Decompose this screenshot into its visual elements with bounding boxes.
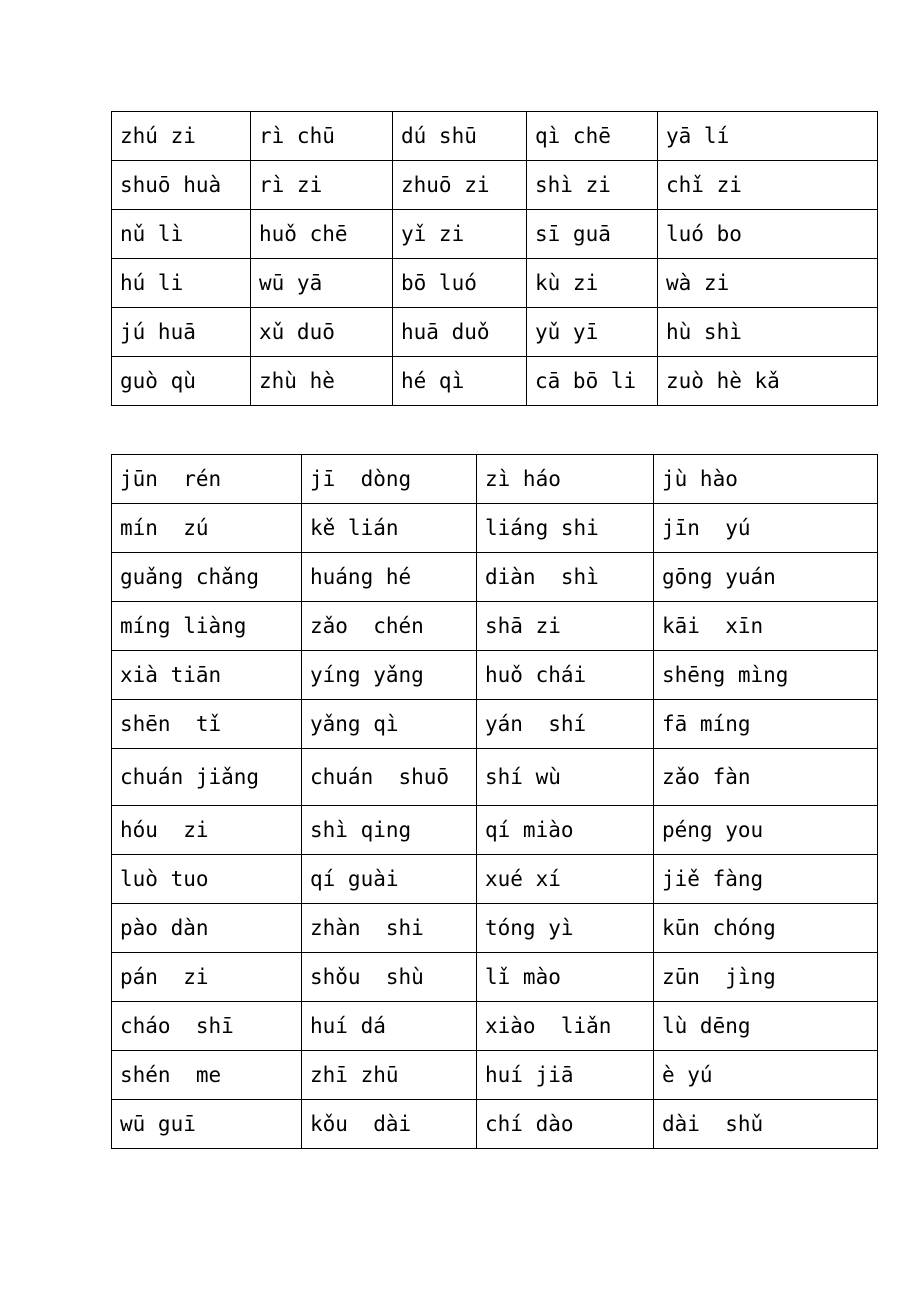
pinyin-cell: luó bo <box>658 210 878 259</box>
pinyin-cell: kù zi <box>527 259 658 308</box>
table-row <box>112 953 878 1002</box>
pinyin-cell: xià tiān <box>112 651 302 700</box>
pinyin-cell: zuò hè kǎ <box>658 357 878 406</box>
pinyin-cell: jiě fàng <box>654 855 878 904</box>
table-row <box>112 749 878 806</box>
pinyin-cell: hé qì <box>393 357 527 406</box>
pinyin-cell: chuán shuō <box>302 749 477 806</box>
pinyin-cell: míng liàng <box>112 602 302 651</box>
pinyin-cell: chí dào <box>477 1100 654 1149</box>
pinyin-cell: xǔ duō <box>251 308 393 357</box>
table-row <box>112 1100 878 1149</box>
pinyin-cell: jīn yú <box>654 504 878 553</box>
pinyin-cell: huǒ chē <box>251 210 393 259</box>
pinyin-cell: zǎo fàn <box>654 749 878 806</box>
pinyin-table-two-body <box>112 455 878 1149</box>
pinyin-cell: pán zi <box>112 953 302 1002</box>
pinyin-cell: zhuō zi <box>393 161 527 210</box>
pinyin-cell: kūn chóng <box>654 904 878 953</box>
pinyin-cell: péng you <box>654 806 878 855</box>
table-row <box>112 112 878 161</box>
table-row <box>112 700 878 749</box>
pinyin-cell: hù shì <box>658 308 878 357</box>
pinyin-cell: jī dòng <box>302 455 477 504</box>
pinyin-cell: yǐ zi <box>393 210 527 259</box>
pinyin-cell: yā lí <box>658 112 878 161</box>
pinyin-cell: shēn tǐ <box>112 700 302 749</box>
pinyin-cell: yǔ yī <box>527 308 658 357</box>
pinyin-table-two <box>111 454 878 1149</box>
pinyin-cell: guò qù <box>112 357 251 406</box>
table-row <box>112 308 878 357</box>
pinyin-cell: cháo shī <box>112 1002 302 1051</box>
table-row <box>112 1002 878 1051</box>
pinyin-cell: zhī zhū <box>302 1051 477 1100</box>
pinyin-cell: fā míng <box>654 700 878 749</box>
pinyin-cell: liáng shi <box>477 504 654 553</box>
pinyin-cell: jūn rén <box>112 455 302 504</box>
pinyin-cell: yán shí <box>477 700 654 749</box>
pinyin-cell: xiào liǎn <box>477 1002 654 1051</box>
pinyin-cell: zì háo <box>477 455 654 504</box>
pinyin-cell: jù hào <box>654 455 878 504</box>
table-row <box>112 357 878 406</box>
pinyin-cell: yíng yǎng <box>302 651 477 700</box>
pinyin-cell: cā bō li <box>527 357 658 406</box>
pinyin-cell: zhàn shi <box>302 904 477 953</box>
pinyin-cell: mín zú <box>112 504 302 553</box>
table-row <box>112 602 878 651</box>
table-row <box>112 651 878 700</box>
pinyin-cell: shì zi <box>527 161 658 210</box>
pinyin-cell: qì chē <box>527 112 658 161</box>
pinyin-cell: chuán jiǎng <box>112 749 302 806</box>
pinyin-cell: zhù hè <box>251 357 393 406</box>
table-row <box>112 553 878 602</box>
pinyin-table-one <box>111 111 878 406</box>
pinyin-cell: rì zi <box>251 161 393 210</box>
pinyin-cell: qí guài <box>302 855 477 904</box>
pinyin-cell: zhú zi <box>112 112 251 161</box>
pinyin-cell: diàn shì <box>477 553 654 602</box>
pinyin-cell: qí miào <box>477 806 654 855</box>
pinyin-cell: wū yā <box>251 259 393 308</box>
pinyin-cell: huǒ chái <box>477 651 654 700</box>
table-row <box>112 161 878 210</box>
pinyin-cell: rì chū <box>251 112 393 161</box>
table-row <box>112 504 878 553</box>
pinyin-cell: tóng yì <box>477 904 654 953</box>
pinyin-cell: lǐ mào <box>477 953 654 1002</box>
pinyin-cell: nǔ lì <box>112 210 251 259</box>
pinyin-cell: shì qing <box>302 806 477 855</box>
table-row <box>112 259 878 308</box>
pinyin-cell: pào dàn <box>112 904 302 953</box>
pinyin-cell: guǎng chǎng <box>112 553 302 602</box>
pinyin-cell: kǒu dài <box>302 1100 477 1149</box>
pinyin-cell: huí jiā <box>477 1051 654 1100</box>
pinyin-cell: bō luó <box>393 259 527 308</box>
pinyin-cell: huā duǒ <box>393 308 527 357</box>
pinyin-cell: lù dēng <box>654 1002 878 1051</box>
pinyin-cell: shǒu shù <box>302 953 477 1002</box>
table-row <box>112 806 878 855</box>
pinyin-cell: chǐ zi <box>658 161 878 210</box>
table-row <box>112 1051 878 1100</box>
pinyin-cell: kě lián <box>302 504 477 553</box>
pinyin-cell: sī guā <box>527 210 658 259</box>
pinyin-cell: xué xí <box>477 855 654 904</box>
pinyin-cell: zūn jìng <box>654 953 878 1002</box>
pinyin-cell: shén me <box>112 1051 302 1100</box>
pinyin-cell: gōng yuán <box>654 553 878 602</box>
pinyin-cell: wà zi <box>658 259 878 308</box>
pinyin-cell: jú huā <box>112 308 251 357</box>
table-row <box>112 210 878 259</box>
table-row <box>112 855 878 904</box>
pinyin-cell: huáng hé <box>302 553 477 602</box>
table-row <box>112 904 878 953</box>
pinyin-cell: yǎng qì <box>302 700 477 749</box>
pinyin-cell: è yú <box>654 1051 878 1100</box>
pinyin-cell: wū guī <box>112 1100 302 1149</box>
pinyin-cell: zǎo chén <box>302 602 477 651</box>
pinyin-cell: dú shū <box>393 112 527 161</box>
pinyin-cell: hóu zi <box>112 806 302 855</box>
pinyin-cell: luò tuo <box>112 855 302 904</box>
pinyin-cell: kāi xīn <box>654 602 878 651</box>
pinyin-cell: shā zi <box>477 602 654 651</box>
pinyin-cell: shí wù <box>477 749 654 806</box>
pinyin-cell: dài shǔ <box>654 1100 878 1149</box>
table-row <box>112 455 878 504</box>
pinyin-cell: shēng mìng <box>654 651 878 700</box>
pinyin-table-one-body <box>112 112 878 406</box>
pinyin-cell: hú li <box>112 259 251 308</box>
pinyin-cell: huí dá <box>302 1002 477 1051</box>
pinyin-cell: shuō huà <box>112 161 251 210</box>
